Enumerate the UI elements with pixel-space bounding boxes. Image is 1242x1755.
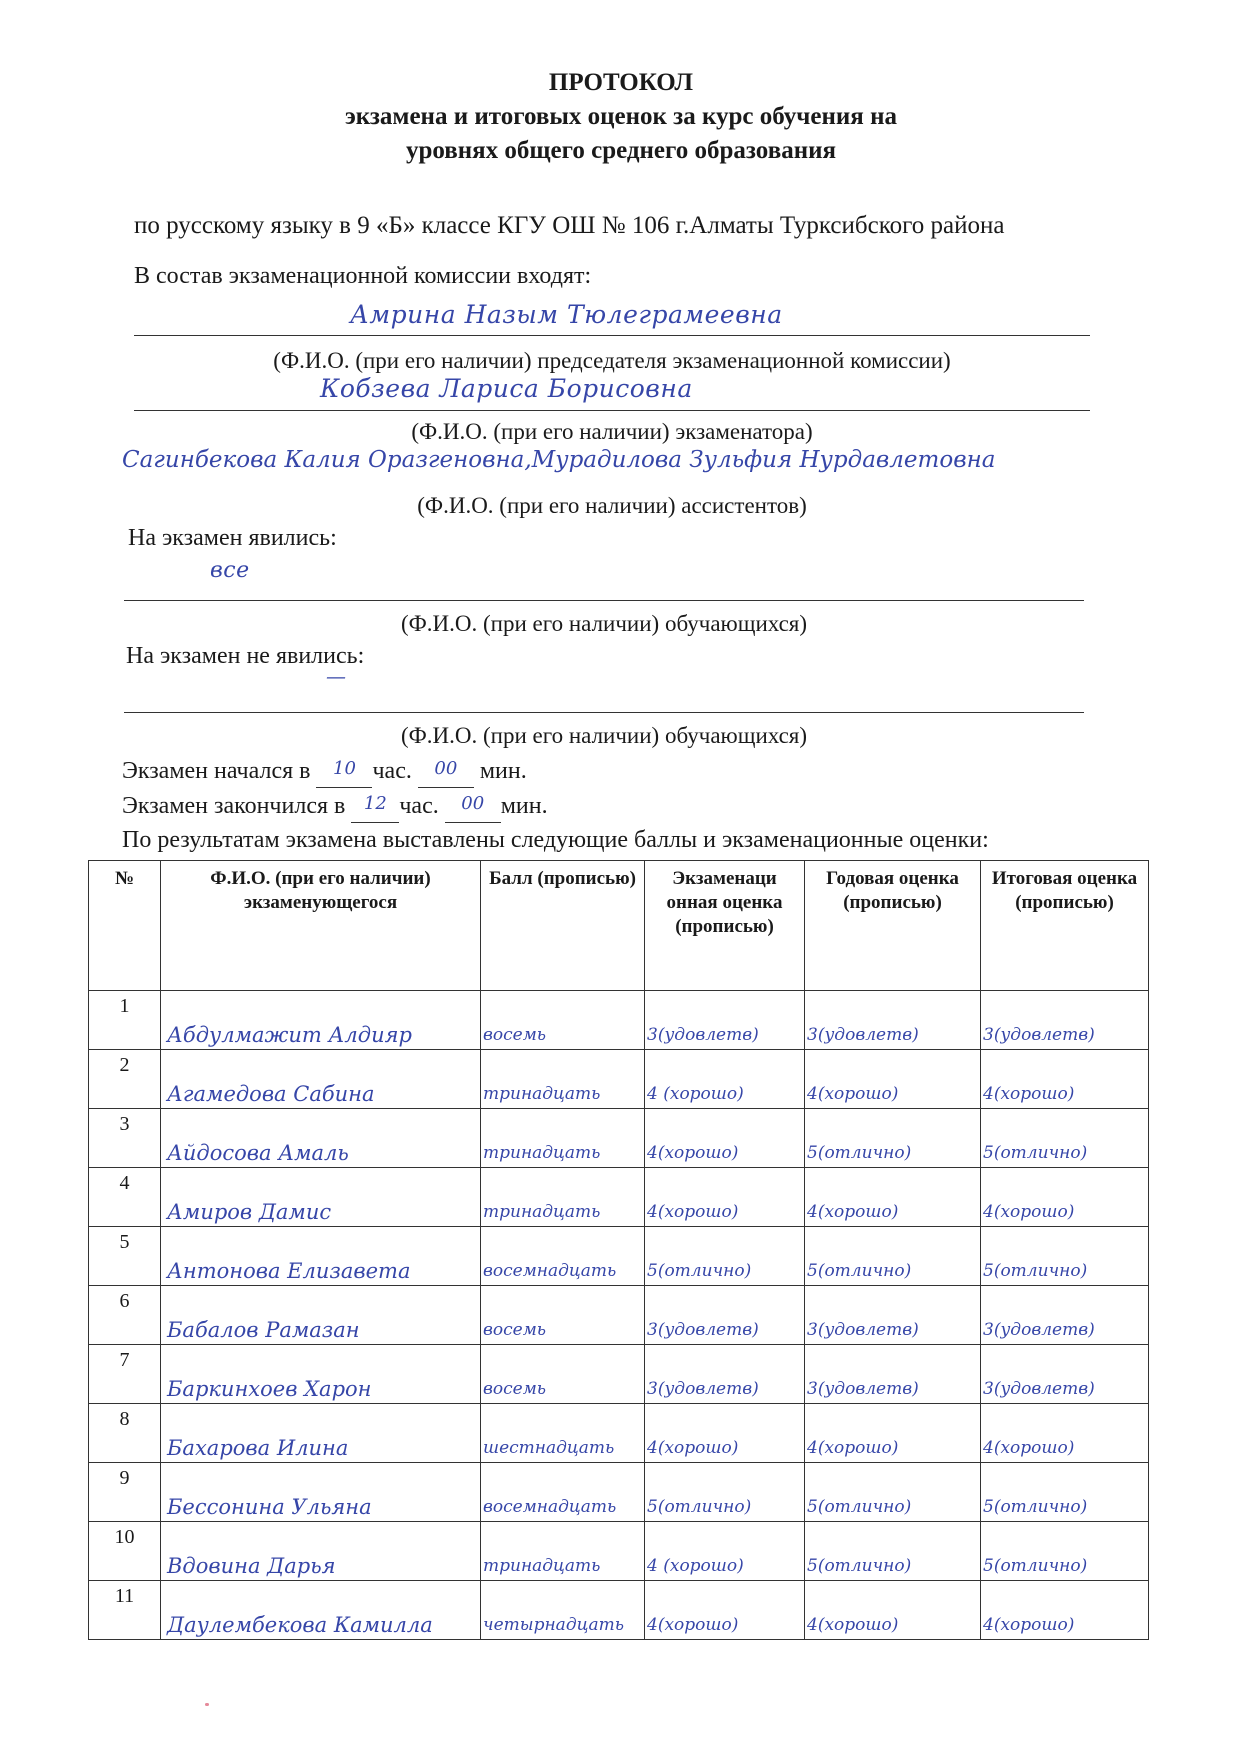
- cell-score-text: тринадцать: [483, 1143, 601, 1163]
- cell-score: [481, 1404, 645, 1463]
- cell-final-grade: [981, 1109, 1149, 1168]
- cell-score: [481, 1522, 645, 1581]
- document-title: ПРОТОКОЛ: [548, 69, 694, 96]
- subject-line: по русскому языку в 9 «Б» классе КГУ ОШ № 106 г.Алматы Турксибского района: [134, 212, 1005, 239]
- cell-num: [89, 1109, 161, 1168]
- absent-label: На экзамен не явились:: [126, 643, 365, 669]
- cell-student-name: [161, 1050, 481, 1109]
- cell-exam-grade-text: 4 (хорошо): [647, 1556, 744, 1576]
- start-prefix: Экзамен начался в: [122, 758, 311, 784]
- start-min-unit: мин.: [479, 758, 527, 784]
- cell-exam-grade: [645, 1522, 805, 1581]
- cell-student-name: [161, 1286, 481, 1345]
- table-row: [89, 1522, 1149, 1581]
- cell-year-grade-text: 5(отлично): [807, 1556, 912, 1576]
- cell-year-grade: [805, 1581, 981, 1640]
- cell-exam-grade: [645, 1581, 805, 1640]
- cell-final-grade: [981, 1522, 1149, 1581]
- cell-exam-grade-text: 4(хорошо): [647, 1438, 739, 1458]
- cell-year-grade-text: 4(хорошо): [807, 1615, 899, 1635]
- cell-score-text: четырнадцать: [483, 1615, 624, 1635]
- table-row: [89, 1404, 1149, 1463]
- cell-final-grade-text: 4(хорошо): [983, 1202, 1075, 1222]
- cell-year-grade: [805, 1050, 981, 1109]
- cell-exam-grade: [645, 1109, 805, 1168]
- cell-final-grade: [981, 1404, 1149, 1463]
- cell-exam-grade: [645, 1050, 805, 1109]
- examiner-name-handwritten: Кобзева Лариса Борисовна: [320, 374, 693, 403]
- cell-exam-grade-text: 5(отлично): [647, 1497, 752, 1517]
- examiner-line: [134, 410, 1090, 411]
- cell-score: [481, 1581, 645, 1640]
- absent-line: [124, 712, 1084, 713]
- cell-final-grade-text: 5(отлично): [983, 1497, 1088, 1517]
- cell-year-grade-text: 4(хорошо): [807, 1202, 899, 1222]
- cell-student-name-text: Айдосова Амаль: [167, 1141, 349, 1165]
- cell-year-grade: [805, 1404, 981, 1463]
- cell-exam-grade-text: 4(хорошо): [647, 1202, 739, 1222]
- cell-year-grade-text: 5(отлично): [807, 1143, 912, 1163]
- cell-final-grade: [981, 1581, 1149, 1640]
- table-row: [89, 991, 1149, 1050]
- cell-student-name: [161, 1227, 481, 1286]
- cell-student-name-text: Бессонина Ульяна: [167, 1495, 372, 1519]
- cell-num: [89, 1345, 161, 1404]
- cell-student-name: [161, 1109, 481, 1168]
- cell-num: [89, 1286, 161, 1345]
- cell-year-grade-text: 5(отлично): [807, 1261, 912, 1281]
- cell-student-name: [161, 1463, 481, 1522]
- cell-final-grade: [981, 1286, 1149, 1345]
- cell-final-grade-text: 4(хорошо): [983, 1084, 1075, 1104]
- cell-exam-grade-text: 3(удовлетв): [647, 1025, 759, 1045]
- cell-year-grade-text: 4(хорошо): [807, 1084, 899, 1104]
- cell-final-grade: [981, 991, 1149, 1050]
- cell-final-grade-text: 5(отлично): [983, 1261, 1088, 1281]
- cell-exam-grade-text: 4 (хорошо): [647, 1084, 744, 1104]
- header-num: №: [89, 861, 161, 991]
- cell-student-name-text: Бахарова Илина: [167, 1436, 349, 1460]
- cell-num-text: 9: [119, 1467, 130, 1489]
- cell-student-name: [161, 1345, 481, 1404]
- cell-num-text: 4: [119, 1172, 130, 1194]
- cell-num-text: 7: [119, 1349, 130, 1371]
- document-subtitle-line2: уровнях общего среднего образования: [405, 137, 837, 164]
- cell-year-grade: [805, 1286, 981, 1345]
- table-row: [89, 1168, 1149, 1227]
- commission-intro: В состав экзаменационной комиссии входят:: [134, 263, 592, 289]
- cell-final-grade-text: 3(удовлетв): [983, 1379, 1095, 1399]
- cell-student-name-text: Баркинхоев Харон: [167, 1377, 372, 1401]
- cell-student-name-text: Амиров Дамис: [167, 1200, 332, 1224]
- cell-student-name-text: Антонова Елизавета: [167, 1259, 411, 1283]
- cell-year-grade: [805, 1109, 981, 1168]
- cell-exam-grade-text: 3(удовлетв): [647, 1320, 759, 1340]
- cell-year-grade-text: 4(хорошо): [807, 1438, 899, 1458]
- cell-score-text: восемь: [483, 1320, 547, 1340]
- cell-year-grade: [805, 1463, 981, 1522]
- examiner-caption: (Ф.И.О. (при его наличии) экзаменатора): [411, 419, 813, 444]
- cell-score: [481, 1463, 645, 1522]
- cell-score: [481, 1168, 645, 1227]
- table-row: [89, 1581, 1149, 1640]
- cell-final-grade: [981, 1168, 1149, 1227]
- table-row: [89, 1050, 1149, 1109]
- start-hour-handwritten: 10: [333, 758, 356, 779]
- cell-final-grade: [981, 1463, 1149, 1522]
- cell-num: [89, 1463, 161, 1522]
- header-name: Ф.И.О. (при его наличии) экзаменующегося: [161, 861, 481, 991]
- cell-final-grade: [981, 1227, 1149, 1286]
- cell-num-text: 8: [119, 1408, 130, 1430]
- cell-year-grade-text: 3(удовлетв): [807, 1320, 919, 1340]
- cell-num-text: 2: [119, 1054, 130, 1076]
- start-time-line: [122, 757, 527, 788]
- cell-student-name: [161, 1404, 481, 1463]
- cell-student-name: [161, 1522, 481, 1581]
- cell-score: [481, 1050, 645, 1109]
- cell-score: [481, 1227, 645, 1286]
- cell-score-text: тринадцать: [483, 1556, 601, 1576]
- cell-num-text: 3: [119, 1113, 130, 1135]
- cell-exam-grade: [645, 1463, 805, 1522]
- start-min-blank: [418, 757, 474, 788]
- cell-score-text: тринадцать: [483, 1084, 601, 1104]
- cell-score-text: восемь: [483, 1379, 547, 1399]
- header-score: Балл (прописью): [481, 861, 645, 991]
- cell-year-grade: [805, 1227, 981, 1286]
- cell-student-name: [161, 991, 481, 1050]
- cell-num-text: 11: [114, 1585, 135, 1607]
- cell-score-text: восемнадцать: [483, 1497, 617, 1517]
- cell-num: [89, 991, 161, 1050]
- cell-num-text: 10: [114, 1526, 135, 1548]
- cell-num: [89, 1050, 161, 1109]
- end-hour-unit: час.: [399, 793, 439, 819]
- cell-num: [89, 1227, 161, 1286]
- cell-final-grade-text: 3(удовлетв): [983, 1320, 1095, 1340]
- cell-student-name: [161, 1168, 481, 1227]
- cell-exam-grade-text: 4(хорошо): [647, 1615, 739, 1635]
- cell-exam-grade: [645, 991, 805, 1050]
- cell-num: [89, 1404, 161, 1463]
- cell-score-text: восемь: [483, 1025, 547, 1045]
- cell-exam-grade-text: 3(удовлетв): [647, 1379, 759, 1399]
- cell-score-text: тринадцать: [483, 1202, 601, 1222]
- cell-exam-grade: [645, 1227, 805, 1286]
- table-row: [89, 1345, 1149, 1404]
- cell-num-text: 5: [119, 1231, 130, 1253]
- cell-student-name-text: Вдовина Дарья: [167, 1554, 336, 1578]
- grades-table-body: [89, 991, 1149, 1640]
- end-min-blank: [445, 792, 501, 823]
- present-label: На экзамен явились:: [128, 525, 337, 551]
- present-line: [124, 600, 1084, 601]
- table-row: [89, 1109, 1149, 1168]
- cell-num: [89, 1581, 161, 1640]
- cell-exam-grade-text: 4(хорошо): [647, 1143, 739, 1163]
- cell-exam-grade-text: 5(отлично): [647, 1261, 752, 1281]
- header-exam-grade: Экзаменаци онная оценка (прописью): [645, 861, 805, 991]
- cell-final-grade-text: 5(отлично): [983, 1556, 1088, 1576]
- cell-student-name-text: Абдулмажит Алдияр: [167, 1023, 412, 1047]
- cell-year-grade: [805, 1522, 981, 1581]
- present-caption: (Ф.И.О. (при его наличии) обучающихся): [400, 611, 808, 636]
- end-time-line: [122, 792, 548, 823]
- assistants-caption: (Ф.И.О. (при его наличии) ассистентов): [417, 493, 807, 518]
- cell-year-grade: [805, 1168, 981, 1227]
- cell-final-grade: [981, 1345, 1149, 1404]
- cell-year-grade: [805, 1345, 981, 1404]
- cell-year-grade-text: 3(удовлетв): [807, 1025, 919, 1045]
- cell-year-grade-text: 5(отлично): [807, 1497, 912, 1517]
- chair-line: [134, 335, 1090, 336]
- chair-name-handwritten: Амрина Назым Тюлеграмеевна: [350, 300, 783, 329]
- cell-exam-grade: [645, 1168, 805, 1227]
- cell-score: [481, 1286, 645, 1345]
- header-final-grade: Итоговая оценка (прописью): [981, 861, 1149, 991]
- header-year-grade: Годовая оценка (прописью): [805, 861, 981, 991]
- end-hour-blank: [351, 792, 399, 823]
- cell-student-name-text: Даулембекова Камилла: [167, 1613, 433, 1637]
- cell-final-grade-text: 5(отлично): [983, 1143, 1088, 1163]
- cell-exam-grade: [645, 1404, 805, 1463]
- end-min-handwritten: 00: [461, 793, 485, 814]
- start-hour-blank: [316, 757, 372, 788]
- cell-year-grade: [805, 991, 981, 1050]
- table-row: [89, 1286, 1149, 1345]
- cell-exam-grade: [645, 1286, 805, 1345]
- cell-year-grade-text: 3(удовлетв): [807, 1379, 919, 1399]
- assistants-names-handwritten: Сагинбекова Калия Оразгеновна,Мурадилова Зульфия Нурдавлетовна: [122, 447, 996, 473]
- cell-num-text: 6: [119, 1290, 130, 1312]
- cell-student-name: [161, 1581, 481, 1640]
- cell-score: [481, 991, 645, 1050]
- absent-caption: (Ф.И.О. (при его наличии) обучающихся): [400, 723, 808, 748]
- cell-final-grade-text: 4(хорошо): [983, 1615, 1075, 1635]
- start-hour-unit: час.: [372, 758, 412, 784]
- end-prefix: Экзамен закончился в: [122, 793, 346, 819]
- present-value-handwritten: все: [210, 558, 250, 583]
- absent-value-handwritten: —: [326, 664, 347, 688]
- table-row: [89, 1463, 1149, 1522]
- cell-num: [89, 1168, 161, 1227]
- table-header-row: [89, 861, 1149, 991]
- cell-final-grade-text: 3(удовлетв): [983, 1025, 1095, 1045]
- cell-student-name-text: Агамедова Сабина: [167, 1082, 375, 1106]
- document-subtitle-line1: экзамена и итоговых оценок за курс обучения на: [345, 103, 897, 130]
- cell-score-text: восемнадцать: [483, 1261, 617, 1281]
- end-min-unit: мин.: [500, 793, 548, 819]
- cell-num: [89, 1522, 161, 1581]
- cell-final-grade: [981, 1050, 1149, 1109]
- start-min-handwritten: 00: [434, 758, 458, 779]
- cell-score: [481, 1109, 645, 1168]
- grades-table: [88, 860, 1149, 1640]
- cell-score-text: шестнадцать: [483, 1438, 615, 1458]
- cell-student-name-text: Бабалов Рамазан: [167, 1318, 360, 1342]
- ink-speck: [205, 1703, 209, 1706]
- results-intro: По результатам экзамена выставлены следующие баллы и экзаменационные оценки:: [122, 827, 989, 853]
- cell-final-grade-text: 4(хорошо): [983, 1438, 1075, 1458]
- end-hour-handwritten: 12: [363, 793, 387, 814]
- table-row: [89, 1227, 1149, 1286]
- chair-caption: (Ф.И.О. (при его наличии) председателя экзаменационной комиссии): [273, 348, 951, 373]
- cell-exam-grade: [645, 1345, 805, 1404]
- cell-score: [481, 1345, 645, 1404]
- cell-num-text: 1: [119, 995, 130, 1017]
